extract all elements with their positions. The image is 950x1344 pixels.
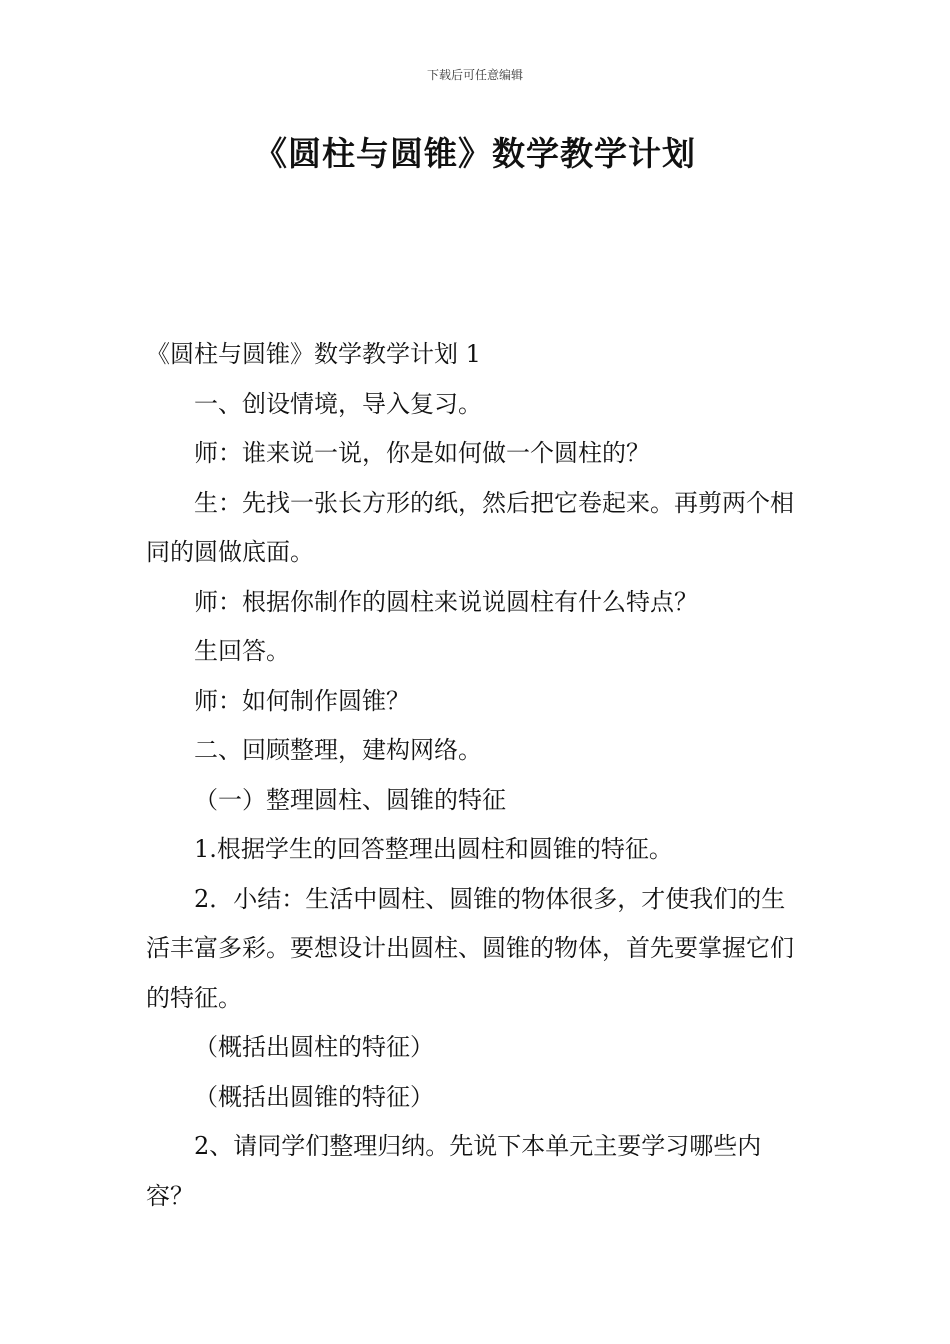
- header-note: 下载后可任意编辑: [426, 68, 523, 82]
- document-body: [146, 330, 808, 1221]
- paragraph: 生：先找一张长方形的纸，然后把它卷起来。再剪两个相同的圆做底面。: [146, 488, 794, 566]
- paragraph: 生回答。: [194, 637, 290, 665]
- paragraph: （概括出圆柱的特征）: [194, 1033, 434, 1061]
- paragraph: 1.根据学生的回答整理出圆柱和圆锥的特征。: [194, 835, 673, 863]
- document-title: 《圆柱与圆锥》数学教学计划: [254, 134, 696, 173]
- paragraph: 2、请同学们整理归纳。先说下本单元主要学习哪些内容？: [146, 1132, 762, 1210]
- paragraph: 师：谁来说一说，你是如何做一个圆柱的？: [194, 439, 650, 467]
- paragraph: 二、回顾整理，建构网络。: [194, 736, 482, 764]
- paragraph: 2．小结：生活中圆柱、圆锥的物体很多，才使我们的生活丰富多彩。要想设计出圆柱、圆锥的物体，首先要掌握它们的特征。: [146, 884, 794, 1012]
- paragraph: 师：根据你制作的圆柱来说说圆柱有什么特点？: [194, 587, 698, 616]
- section-heading: 《圆柱与圆锥》数学教学计划 1: [146, 340, 481, 368]
- paragraph: （概括出圆锥的特征）: [194, 1082, 434, 1111]
- paragraph: （一）整理圆柱、圆锥的特征: [194, 785, 506, 814]
- paragraph: 师：如何制作圆锥？: [194, 686, 410, 715]
- paragraph: 一、创设情境，导入复习。: [194, 389, 482, 418]
